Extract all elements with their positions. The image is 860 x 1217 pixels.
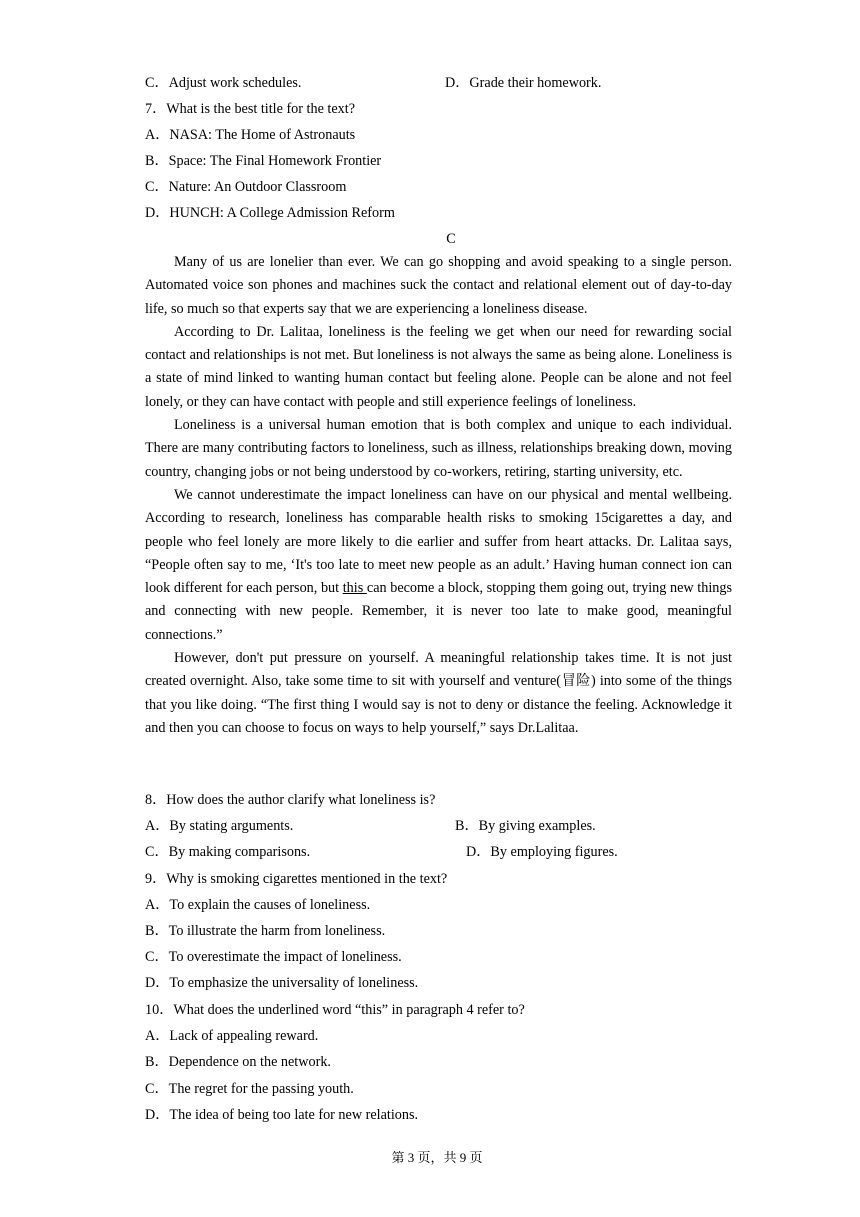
paragraph-4-text-after: can become a block, stopping them going out, trying new things and connecting with new people. Remember, it is never too late to make good, meaningful connections.” xyxy=(145,580,732,643)
q9-option-a: A．To explain the causes of loneliness. xyxy=(145,897,371,913)
q10-option-b: B．Dependence on the network. xyxy=(145,1054,331,1070)
q9-option-d: D．To emphasize the universality of loneliness. xyxy=(145,975,419,991)
q7-option-c: C．Nature: An Outdoor Classroom xyxy=(145,179,347,195)
paragraph-4-text-before: We cannot underestimate the impact loneliness can have on our physical and mental wellbeing. According to research, loneliness has comparable health risks to smoking 15cigarettes a day, and people who feel lonely are more likely to die earlier and suffer from heart attacks. Dr. Lalitaa says, “People often say to me, ‘It's too late to meet new people as an adult.’ Having human connect ion can look different for each person, but xyxy=(145,486,732,597)
q8-option-a: A．By stating arguments. xyxy=(145,818,294,834)
q9-stem: 9．Why is smoking cigarettes mentioned in the text? xyxy=(145,871,448,887)
q8-option-c: C．By making comparisons. xyxy=(145,844,311,860)
q7-option-b: B．Space: The Final Homework Frontier xyxy=(145,153,382,169)
paragraph-5: However, don't put pressure on yourself. A meaningful relationship takes time. It is not just created overnight. Also, take some time to sit with yourself and venture(冒险) into some of the things that you like doing. “The first thing I would say is not to deny or distance the feeling. Acknowledge it and then you can choose to focus on ways to help yourself,” says Dr.Lalitaa. xyxy=(145,650,732,736)
q10-option-d: D．The idea of being too late for new relations. xyxy=(145,1107,419,1123)
q9-option-c: C．To overestimate the impact of loneliness. xyxy=(145,949,402,965)
q6-option-c: C．Adjust work schedules. xyxy=(145,75,302,91)
page-number-footer: 第 3 页，共 9 页 xyxy=(391,1150,483,1165)
paragraph-2: According to Dr. Lalitaa, loneliness is the feeling we get when our need for rewarding social contact and relationships is not met. But loneliness is not always the same as being alone. Loneliness is a state of mind linked to wanting human contact but feeling alone. People can be alone and not feel lonely, or they can have contact with people and still experience feelings of loneliness. xyxy=(145,323,732,410)
q8-stem: 8．How does the author clarify what loneliness is? xyxy=(145,792,436,808)
q9-option-b: B．To illustrate the harm from loneliness. xyxy=(145,923,386,939)
q7-stem: 7．What is the best title for the text? xyxy=(145,101,355,117)
section-heading: C xyxy=(446,231,456,247)
q6-option-d: D．Grade their homework. xyxy=(445,75,602,91)
paragraph-3: Loneliness is a universal human emotion that is both complex and unique to each individual. There are many contributing factors to loneliness, such as illness, relationships breaking down, moving country, changing jobs or not being understood by co-workers, retiring, starting university, etc. xyxy=(145,417,732,480)
q8-option-b: B．By giving examples. xyxy=(455,818,596,834)
paragraph-1: Many of us are lonelier than ever. We can go shopping and avoid speaking to a single person. Automated voice son phones and machines suck the contact and relational element out of day-to-day life, so much so that experts say that we are experiencing a loneliness disease. xyxy=(145,254,732,317)
q7-option-a: A．NASA: The Home of Astronauts xyxy=(145,127,356,143)
q8-option-d: D．By employing figures. xyxy=(466,844,618,860)
q7-option-d: D．HUNCH: A College Admission Reform xyxy=(145,205,395,221)
q10-option-a: A．Lack of appealing reward. xyxy=(145,1028,319,1044)
paragraph-4 xyxy=(145,484,732,647)
reading-passage xyxy=(145,251,732,740)
underlined-word-this: this xyxy=(342,580,367,597)
q10-option-c: C．The regret for the passing youth. xyxy=(145,1081,354,1097)
q10-stem: 10．What does the underlined word “this” in paragraph 4 refer to? xyxy=(145,1002,525,1018)
